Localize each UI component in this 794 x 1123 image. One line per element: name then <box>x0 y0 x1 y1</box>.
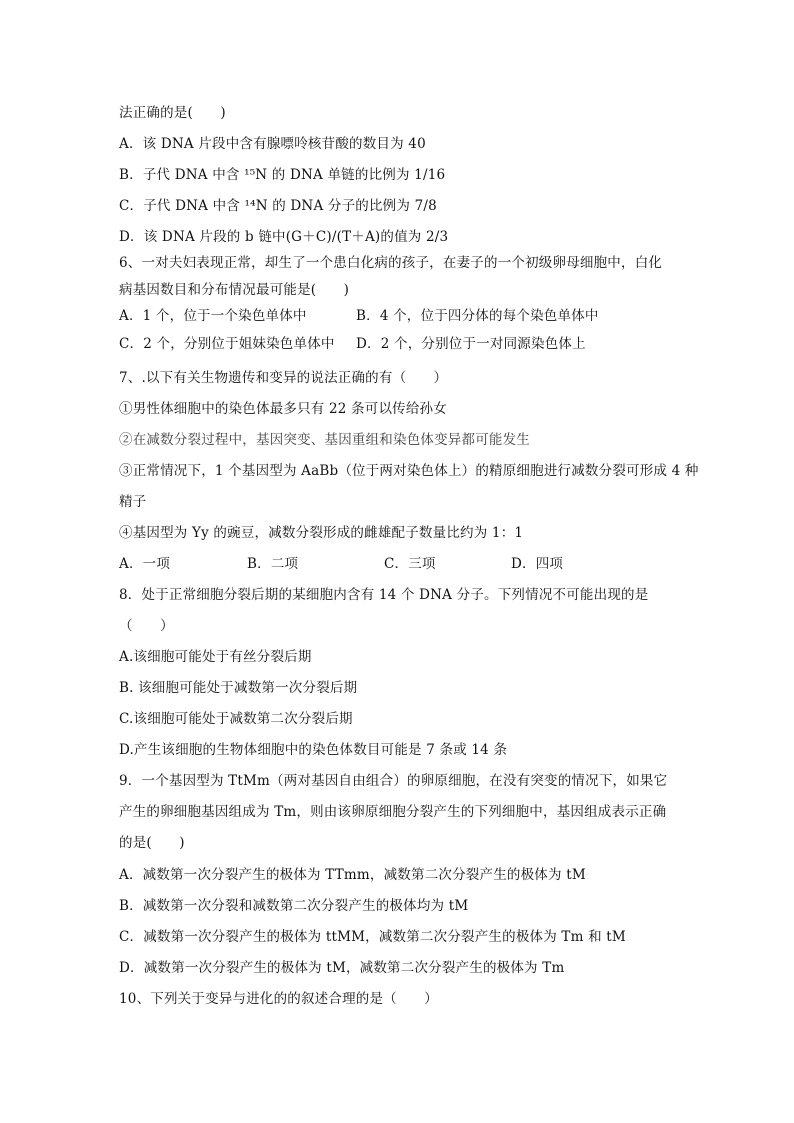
q7-statement-1: ①男性体细胞中的染色体最多只有 22 条可以传给孙女 <box>119 401 447 417</box>
q6-option-a: A．1 个，位于一个染色单体中 <box>119 308 307 324</box>
q9-option-c: C．减数第一次分裂产生的极体为 ttMM，减数第二次分裂产生的极体为 Tm 和 tM <box>119 929 626 945</box>
q7-stem: 7、.以下有关生物遗传和变异的说法正确的有（ ） <box>119 370 448 386</box>
q7-statement-2: ②在减数分裂过程中，基因突变、基因重组和染色体变异都可能发生 <box>119 432 530 448</box>
q7-option-c: C．三项 <box>384 556 436 572</box>
q9-option-a: A．减数第一次分裂产生的极体为 TTmm，减数第二次分裂产生的极体为 tM <box>119 867 586 883</box>
q7-statement-4: ④基因型为 Yy 的豌豆，减数分裂形成的雌雄配子数量比约为 1：1 <box>119 525 524 541</box>
q6-option-d: D．2 个，分别位于一对同源染色体上 <box>356 336 586 352</box>
q7-option-d: D．四项 <box>511 556 564 572</box>
q6-option-b: B．4 个，位于四分体的每个染色单体中 <box>356 308 599 324</box>
q6-stem-line1: 6、一对夫妇表现正常，却生了一个患白化病的孩子，在妻子的一个初级卵母细胞中，白化 <box>119 255 663 271</box>
q8-option-d: D.产生该细胞的生物体细胞中的染色体数目可能是 7 条或 14 条 <box>119 742 508 758</box>
q7-option-a: A．一项 <box>119 556 171 572</box>
q8-stem-line1: 8．处于正常细胞分裂后期的某细胞内含有 14 个 DNA 分子。下列情况不可能出现的是 <box>119 587 649 603</box>
q5-option-d: D．该 DNA 片段的 b 链中(G＋C)/(T＋A)的值为 2/3 <box>119 229 449 245</box>
q5-stem-tail: 法正确的是( ) <box>119 105 226 121</box>
q6-stem-line2: 病基因数目和分布情况最可能是( ) <box>119 282 350 298</box>
q9-option-d: D．减数第一次分裂产生的极体为 tM，减数第二次分裂产生的极体为 Tm <box>119 960 565 976</box>
q9-stem-line3: 的是( ) <box>119 835 185 851</box>
q8-option-b: B. 该细胞可能处于减数第一次分裂后期 <box>119 680 358 696</box>
q9-stem-line2: 产生的卵细胞基因组成为 Tm，则由该卵原细胞分裂产生的下列细胞中，基因组成表示正确 <box>119 804 667 820</box>
q5-option-c: C．子代 DNA 中含 ¹⁴N 的 DNA 分子的比例为 7/8 <box>119 198 437 214</box>
q8-option-c: C.该细胞可能处于减数第二次分裂后期 <box>119 711 353 727</box>
q9-stem-line1: 9．一个基因型为 TtMm（两对基因自由组合）的卵原细胞，在没有突变的情况下，如果它 <box>119 773 668 789</box>
q10-stem: 10、下列关于变异与进化的的叙述合理的是（ ） <box>119 991 438 1007</box>
q9-option-b: B．减数第一次分裂和减数第二次分裂产生的极体均为 tM <box>119 898 469 914</box>
q5-option-a: A．该 DNA 片段中含有腺嘌呤核苷酸的数目为 40 <box>119 136 426 152</box>
q8-option-a: A.该细胞可能处于有丝分裂后期 <box>119 649 312 665</box>
q6-option-c: C．2 个，分别位于姐妹染色单体中 <box>119 336 335 352</box>
q7-option-b: B．二项 <box>247 556 299 572</box>
q7-statement-3-line1: ③正常情况下，1 个基因型为 AaBb（位于两对染色体上）的精原细胞进行减数分裂可形成 4 种 <box>119 463 699 479</box>
q8-stem-line2: （ ） <box>119 618 174 634</box>
q7-statement-3-line2: 精子 <box>119 494 147 510</box>
q5-option-b: B．子代 DNA 中含 ¹⁵N 的 DNA 单链的比例为 1/16 <box>119 167 446 183</box>
